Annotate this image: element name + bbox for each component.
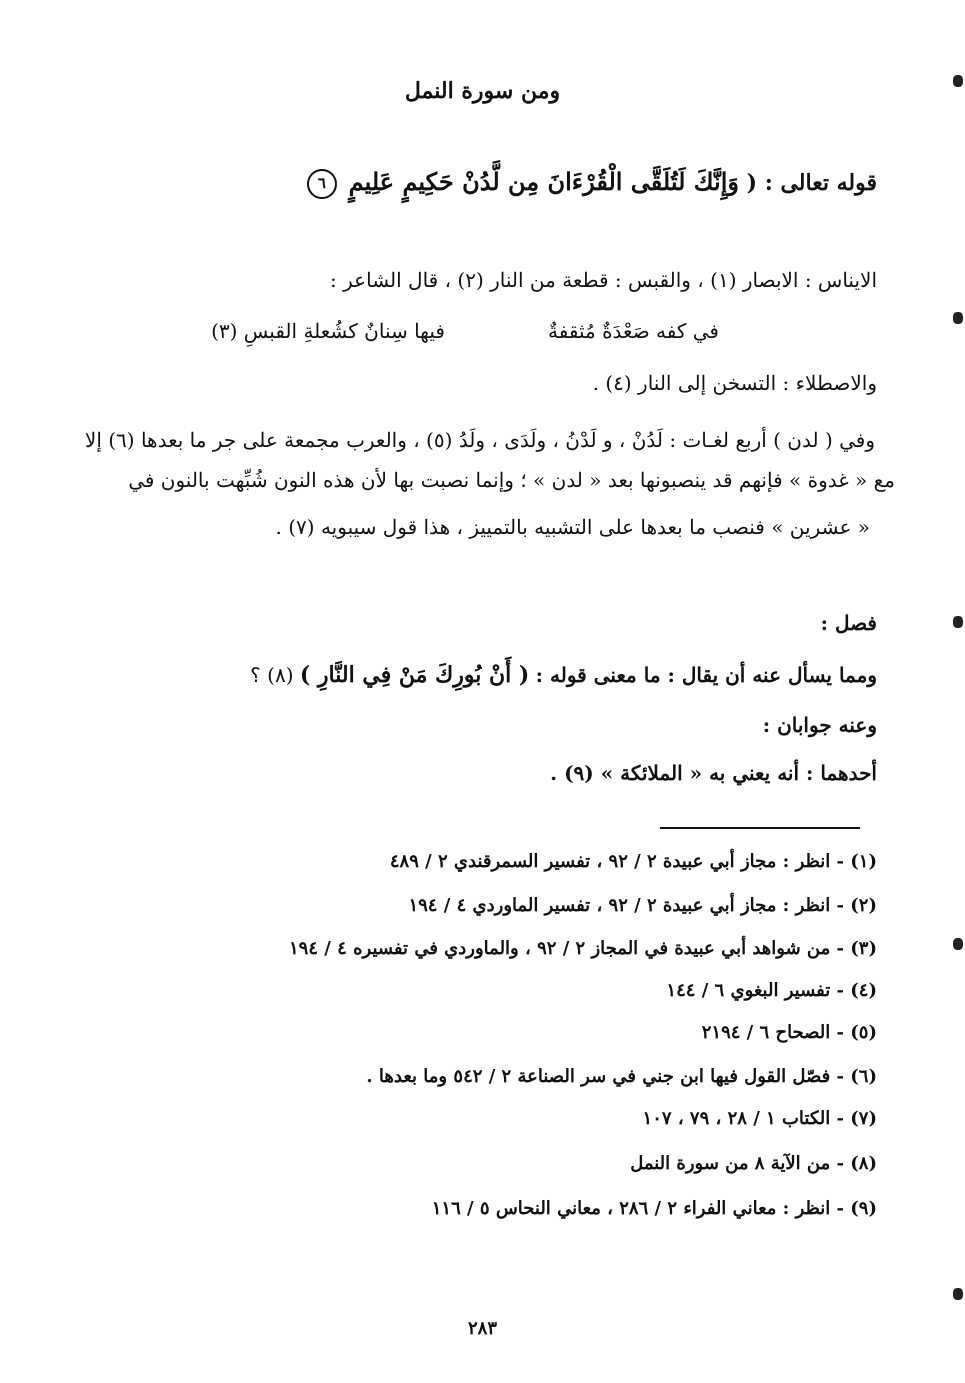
footnote-1: (١) - انظر : مجاز أبي عبيدة ٢ / ٩٢ ، تفسير السمرقندي ٢ / ٤٨٩ [389, 851, 877, 872]
body-line-6: « عشرين » فنصب ما بعدها على التشبيه بالتمييز ، هذا قول سيبويه (٧) . [275, 515, 870, 539]
binding-hole-mark [953, 312, 963, 324]
section-title: فصل : [820, 611, 877, 635]
footnote-5: (٥) - الصحاح ٦ / ٢١٩٤ [701, 1022, 877, 1043]
question-line [250, 660, 877, 690]
question-suffix: (٨) ؟ [250, 663, 294, 687]
footnote-9: (٩) - انظر : معاني الفراء ٢ / ٢٨٦ ، معاني النحاس ٥ / ١١٦ [431, 1198, 877, 1219]
binding-hole-mark [953, 1288, 963, 1300]
body-line-4: وفي ( لدن ) أربع لغـات : لَدُنْ ، و لَدْنُ ، ولَدَى ، ولَدُ (٥) ، والعرب مجمعة على جر ما بعدها (٦) إلا [84, 428, 875, 452]
ayah-number-marker: ٦ [307, 169, 337, 199]
page-number: ٢٨٣ [467, 1318, 497, 1339]
footnote-8: (٨) - من الآية ٨ من سورة النمل [630, 1153, 877, 1174]
footnote-separator [660, 827, 860, 829]
verse-line [307, 165, 877, 200]
footnote-2: (٢) - انظر : مجاز أبي عبيدة ٢ / ٩٢ ، تفسير الماوردي ٤ / ١٩٤ [408, 895, 877, 916]
verse-intro: قوله تعالى : ( [746, 170, 877, 196]
footnote-6: (٦) - فصّل القول فيها ابن جني في سر الصناعة ٢ / ٥٤٢ وما بعدها . [366, 1066, 877, 1087]
footnote-4: (٤) - تفسير البغوي ٦ / ١٤٤ [666, 980, 877, 1001]
page-header-title: ومن سورة النمل [404, 78, 561, 104]
body-line-5: مع « غدوة » فإنهم قد ينصبونها بعد « لدن » ؛ وإنما نصبت بها لأن هذه النون شُبِّهت بالنون في [128, 468, 895, 492]
binding-hole-mark [953, 75, 963, 87]
answers-intro: وعنه جوابان : [762, 713, 877, 737]
poem-hemistich-left: فيها سِنانٌ كشُعلةِ القبسِ (٣) [211, 319, 445, 343]
poem-hemistich-right: في كفه صَعْدَةٌ مُثقفةٌ [548, 319, 719, 343]
quran-verse: وَإِنَّكَ لَتُلَقَّى الْقُرْءَانَ مِن لَّدُنْ حَكِيمٍ عَلِيمٍ [348, 167, 739, 196]
binding-hole-mark [953, 616, 963, 628]
question-prefix: ومما يسأل عنه أن يقال : ما معنى قوله : [535, 663, 877, 687]
body-line-3: والاصطلاء : التسخن إلى النار (٤) . [592, 371, 877, 395]
footnote-7: (٧) - الكتاب ١ / ٢٨ ، ٧٩ ، ١٠٧ [642, 1108, 877, 1129]
question-quran: ( أَنْ بُورِكَ مَنْ فِي النَّارِ ) [299, 662, 530, 688]
answer-1: أحدهما : أنه يعني به « الملائكة » (٩) . [550, 761, 877, 785]
footnote-3: (٣) - من شواهد أبي عبيدة في المجاز ٢ / ٩٢ ، والماوردي في تفسيره ٤ / ١٩٤ [289, 938, 877, 959]
body-line-1: الايناس : الابصار (١) ، والقبس : قطعة من النار (٢) ، قال الشاعر : [330, 268, 877, 292]
binding-hole-mark [953, 938, 963, 950]
